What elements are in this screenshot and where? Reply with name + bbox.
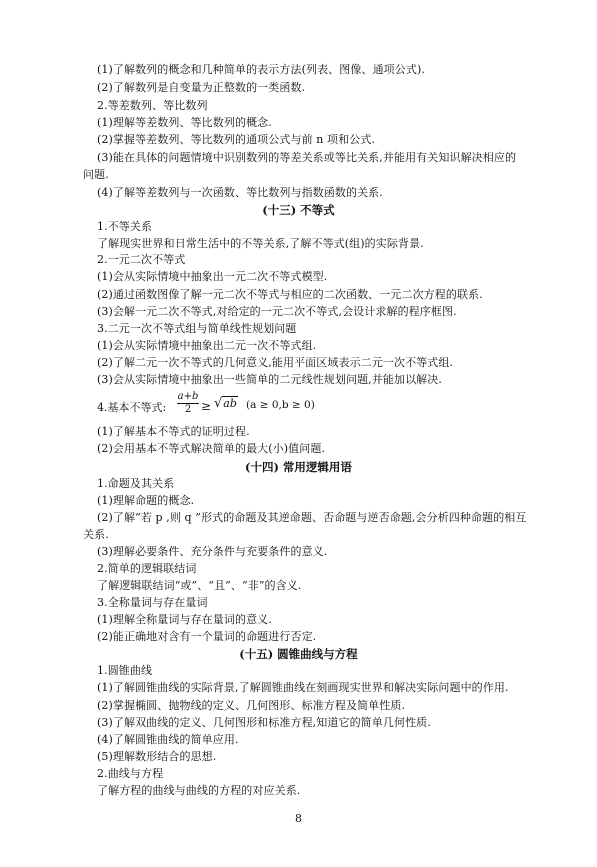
text-line: 了解方程的曲线与曲线的方程的对应关系. [97, 784, 301, 797]
text-line: 2.等差数列、等比数列 [97, 99, 208, 112]
text-line: 关系. [83, 528, 109, 541]
radical-sign: √ [214, 396, 223, 411]
text-line: (2)掌握椭圆、抛物线的定义、几何图形、标准方程及简单性质. [97, 699, 406, 712]
text-line: 3.全称量词与存在量词 [97, 596, 208, 609]
text-line: 2.一元二次不等式 [97, 253, 186, 266]
text-line: (3)会从实际情境中抽象出一些简单的二元线性规划问题,并能加以解决. [97, 373, 442, 386]
text-line: 了解逻辑联结词“或”、“且”、“非”的含义. [97, 579, 302, 592]
fraction-denominator: 2 [184, 404, 192, 415]
relation-symbol: ≥ [201, 399, 212, 413]
section-heading: (十三) 不等式 [262, 203, 335, 217]
text-line: (2)了解“若 p ,则 q ”形式的命题及其逆命题、否命题与逆否命题,会分析四种命题的相互 [97, 511, 527, 524]
text-line: (1)了解数列的概念和几种简单的表示方法(列表、图像、通项公式). [97, 63, 425, 76]
text-line: (1)了解基本不等式的证明过程. [97, 425, 250, 438]
section-heading: (十五) 圆锥曲线与方程 [239, 647, 358, 661]
fraction-numerator: a+b [177, 391, 199, 402]
text-line: (1)会从实际情境中抽象出二元一次不等式组. [97, 339, 317, 352]
formula-condition: (a ≥ 0,b ≥ 0) [246, 399, 315, 411]
text-line: 了解现实世界和日常生活中的不等关系,了解不等式(组)的实际背景. [97, 237, 424, 250]
text-line: 问题. [83, 168, 109, 181]
text-line: (2)会用基本不等式解决简单的最大(小)值问题. [97, 442, 326, 455]
fraction [177, 391, 199, 416]
text-line: 1.不等关系 [97, 220, 153, 233]
text-line: 2.曲线与方程 [97, 767, 164, 780]
text-line: (5)理解数形结合的思想. [97, 750, 217, 763]
text-line: (1)理解命题的概念. [97, 494, 195, 507]
square-root [214, 396, 238, 411]
text-line: (2)了解数列是自变量为正整数的一类函数. [97, 81, 306, 94]
text-line: (4)了解等差数列与一次函数、等比数列与指数函数的关系. [97, 186, 383, 199]
text-line: (1)理解等差数列、等比数列的概念. [97, 116, 272, 129]
text-line: 3.二元一次不等式组与简单线性规划问题 [97, 322, 297, 335]
text-line: (3)理解必要条件、充分条件与充要条件的意义. [97, 545, 328, 558]
text-line: (1)理解全称量词与存在量词的意义. [97, 613, 272, 626]
text-line: (3)会解一元二次不等式,对给定的一元二次不等式,会设计求解的程序框图. [97, 305, 457, 318]
text-line: (4)了解圆锥曲线的简单应用. [97, 733, 239, 746]
text-line: 1.圆锥曲线 [97, 664, 153, 677]
text-line: 2.简单的逻辑联结词 [97, 562, 197, 575]
text-line: 1.命题及其关系 [97, 477, 175, 490]
radicand: ab [223, 397, 237, 410]
text-line: (3)能在具体的问题情境中识别数列的等差关系或等比关系,并能用有关知识解决相应的 [97, 151, 517, 164]
formula-label: 4.基本不等式: [97, 401, 167, 414]
text-line: (1)了解圆锥曲线的实际背景,了解圆锥曲线在刻画现实世界和解决实际问题中的作用. [97, 681, 509, 694]
text-line: (2)掌握等差数列、等比数列的通项公式与前 n 项和公式. [97, 133, 376, 146]
text-line: (2)通过函数图像了解一元二次不等式与相应的二次函数、一元二次方程的联系. [97, 288, 483, 301]
text-line: (1)会从实际情境中抽象出一元二次不等式模型. [97, 270, 328, 283]
section-heading: (十四) 常用逻辑用语 [245, 460, 352, 474]
text-line: (2)能正确地对含有一个量词的命题进行否定. [97, 630, 317, 643]
page-number: 8 [295, 812, 302, 825]
text-line: (2)了解二元一次不等式的几何意义,能用平面区域表示二元一次不等式组. [97, 356, 454, 369]
text-line: (3)了解双曲线的定义、几何图形和标准方程,知道它的简单几何性质. [97, 716, 431, 729]
